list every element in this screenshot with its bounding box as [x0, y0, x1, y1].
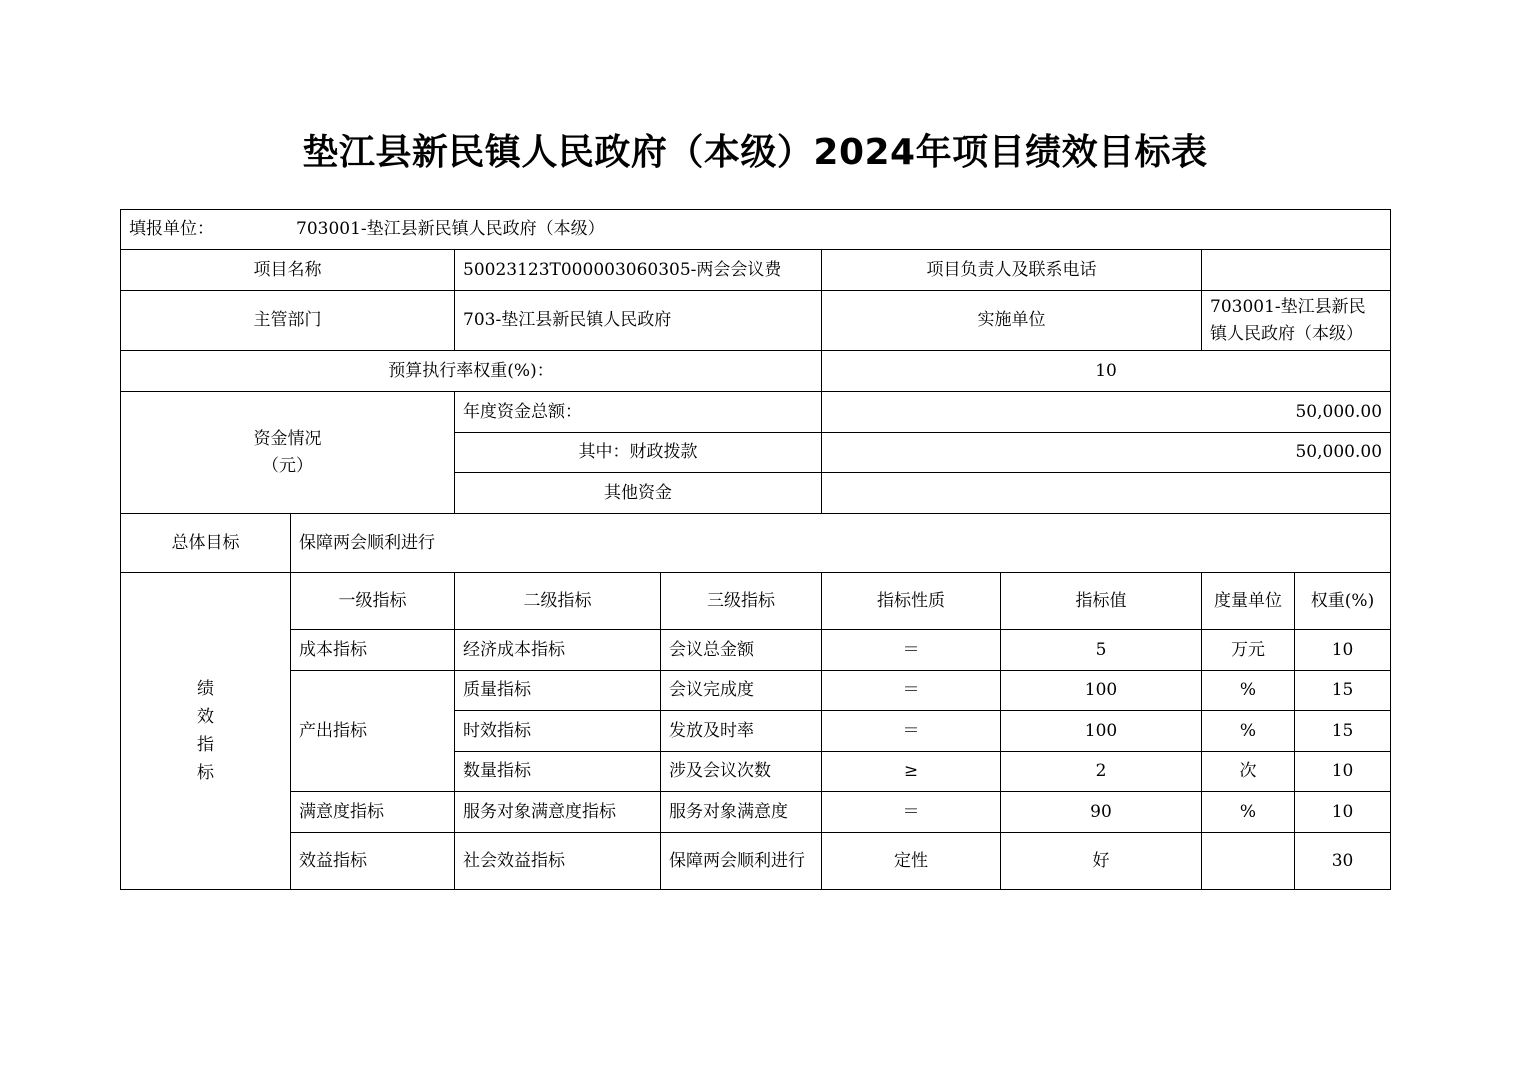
- level1-cell: 成本指标: [291, 630, 455, 671]
- side-char: 绩: [197, 679, 214, 699]
- value-cell: 90: [1001, 792, 1202, 833]
- level1-cell: 产出指标: [291, 671, 455, 792]
- table-row: [121, 833, 1391, 890]
- level2-cell: 数量指标: [455, 752, 661, 792]
- unit-cell: %: [1202, 671, 1295, 711]
- level2-cell: 时效指标: [455, 711, 661, 752]
- unit-cell: 次: [1202, 752, 1295, 792]
- level3-cell: 会议完成度: [661, 671, 822, 711]
- budget-weight-value: 10: [822, 351, 1391, 392]
- performance-table: [120, 209, 1391, 890]
- annual-funds-label: 年度资金总额：: [455, 392, 822, 433]
- funds-annual-row: [121, 392, 1391, 433]
- table-row: [121, 671, 1391, 711]
- nature-cell: ＝: [822, 671, 1001, 711]
- header-level2: 二级指标: [455, 573, 661, 630]
- impl-value: 703001-垫江县新民镇人民政府（本级）: [1202, 291, 1391, 351]
- budget-weight-row: [121, 351, 1391, 392]
- weight-cell: 10: [1295, 630, 1391, 671]
- unit-cell: [1202, 833, 1295, 890]
- fill-unit-row: [121, 210, 1391, 250]
- table-row: [121, 630, 1391, 671]
- level3-cell: 服务对象满意度: [661, 792, 822, 833]
- fiscal-funds-value: 50,000.00: [822, 433, 1391, 473]
- level1-cell: 满意度指标: [291, 792, 455, 833]
- funds-label-line2: （元）: [262, 455, 313, 476]
- other-funds-value: [822, 473, 1391, 514]
- header-nature: 指标性质: [822, 573, 1001, 630]
- unit-cell: %: [1202, 792, 1295, 833]
- weight-cell: 15: [1295, 711, 1391, 752]
- project-name-value: 50023123T000003060305-两会会议费: [455, 250, 822, 291]
- fill-unit-cell: [121, 210, 1391, 250]
- weight-cell: 15: [1295, 671, 1391, 711]
- value-cell: 5: [1001, 630, 1202, 671]
- goal-row: [121, 514, 1391, 573]
- value-cell: 100: [1001, 671, 1202, 711]
- fiscal-funds-label: 其中：财政拨款: [455, 433, 822, 473]
- level3-cell: 保障两会顺利进行: [661, 833, 822, 890]
- level2-cell: 质量指标: [455, 671, 661, 711]
- funds-label-line1: 资金情况: [253, 428, 322, 449]
- fill-unit-value: 703001-垫江县新民镇人民政府（本级）: [296, 219, 605, 239]
- nature-cell: ＝: [822, 792, 1001, 833]
- contact-value: [1202, 250, 1391, 291]
- project-name-label: 项目名称: [121, 250, 455, 291]
- side-char: 效: [197, 707, 214, 727]
- nature-cell: ≥: [822, 752, 1001, 792]
- budget-weight-label: 预算执行率权重(%)：: [121, 351, 822, 392]
- annual-funds-value: 50,000.00: [822, 392, 1391, 433]
- impl-label: 实施单位: [822, 291, 1202, 351]
- goal-label: 总体目标: [121, 514, 291, 573]
- unit-cell: 万元: [1202, 630, 1295, 671]
- value-cell: 2: [1001, 752, 1202, 792]
- header-unit: 度量单位: [1202, 573, 1295, 630]
- table-row: [121, 792, 1391, 833]
- nature-cell: ＝: [822, 630, 1001, 671]
- indicators-side-label: [121, 573, 291, 890]
- nature-cell: ＝: [822, 711, 1001, 752]
- nature-cell: 定性: [822, 833, 1001, 890]
- header-value: 指标值: [1001, 573, 1202, 630]
- funds-label: [121, 392, 455, 514]
- weight-cell: 30: [1295, 833, 1391, 890]
- goal-value: 保障两会顺利进行: [291, 514, 1391, 573]
- indicator-header-row: [121, 573, 1391, 630]
- fill-unit-label: 填报单位：: [129, 219, 214, 239]
- dept-value: 703-垫江县新民镇人民政府: [455, 291, 822, 351]
- level2-cell: 社会效益指标: [455, 833, 661, 890]
- level2-cell: 服务对象满意度指标: [455, 792, 661, 833]
- weight-cell: 10: [1295, 792, 1391, 833]
- side-char: 标: [197, 763, 214, 783]
- header-level3: 三级指标: [661, 573, 822, 630]
- weight-cell: 10: [1295, 752, 1391, 792]
- dept-row: [121, 291, 1391, 351]
- level3-cell: 涉及会议次数: [661, 752, 822, 792]
- level2-cell: 经济成本指标: [455, 630, 661, 671]
- header-level1: 一级指标: [291, 573, 455, 630]
- contact-label: 项目负责人及联系电话: [822, 250, 1202, 291]
- level3-cell: 会议总金额: [661, 630, 822, 671]
- side-char: 指: [197, 735, 214, 755]
- unit-cell: %: [1202, 711, 1295, 752]
- header-weight: 权重(%): [1295, 573, 1391, 630]
- value-cell: 好: [1001, 833, 1202, 890]
- level1-cell: 效益指标: [291, 833, 455, 890]
- other-funds-label: 其他资金: [455, 473, 822, 514]
- value-cell: 100: [1001, 711, 1202, 752]
- project-name-row: [121, 250, 1391, 291]
- page-title: 垫江县新民镇人民政府（本级）2024年项目绩效目标表: [302, 132, 1208, 173]
- dept-label: 主管部门: [121, 291, 455, 351]
- level3-cell: 发放及时率: [661, 711, 822, 752]
